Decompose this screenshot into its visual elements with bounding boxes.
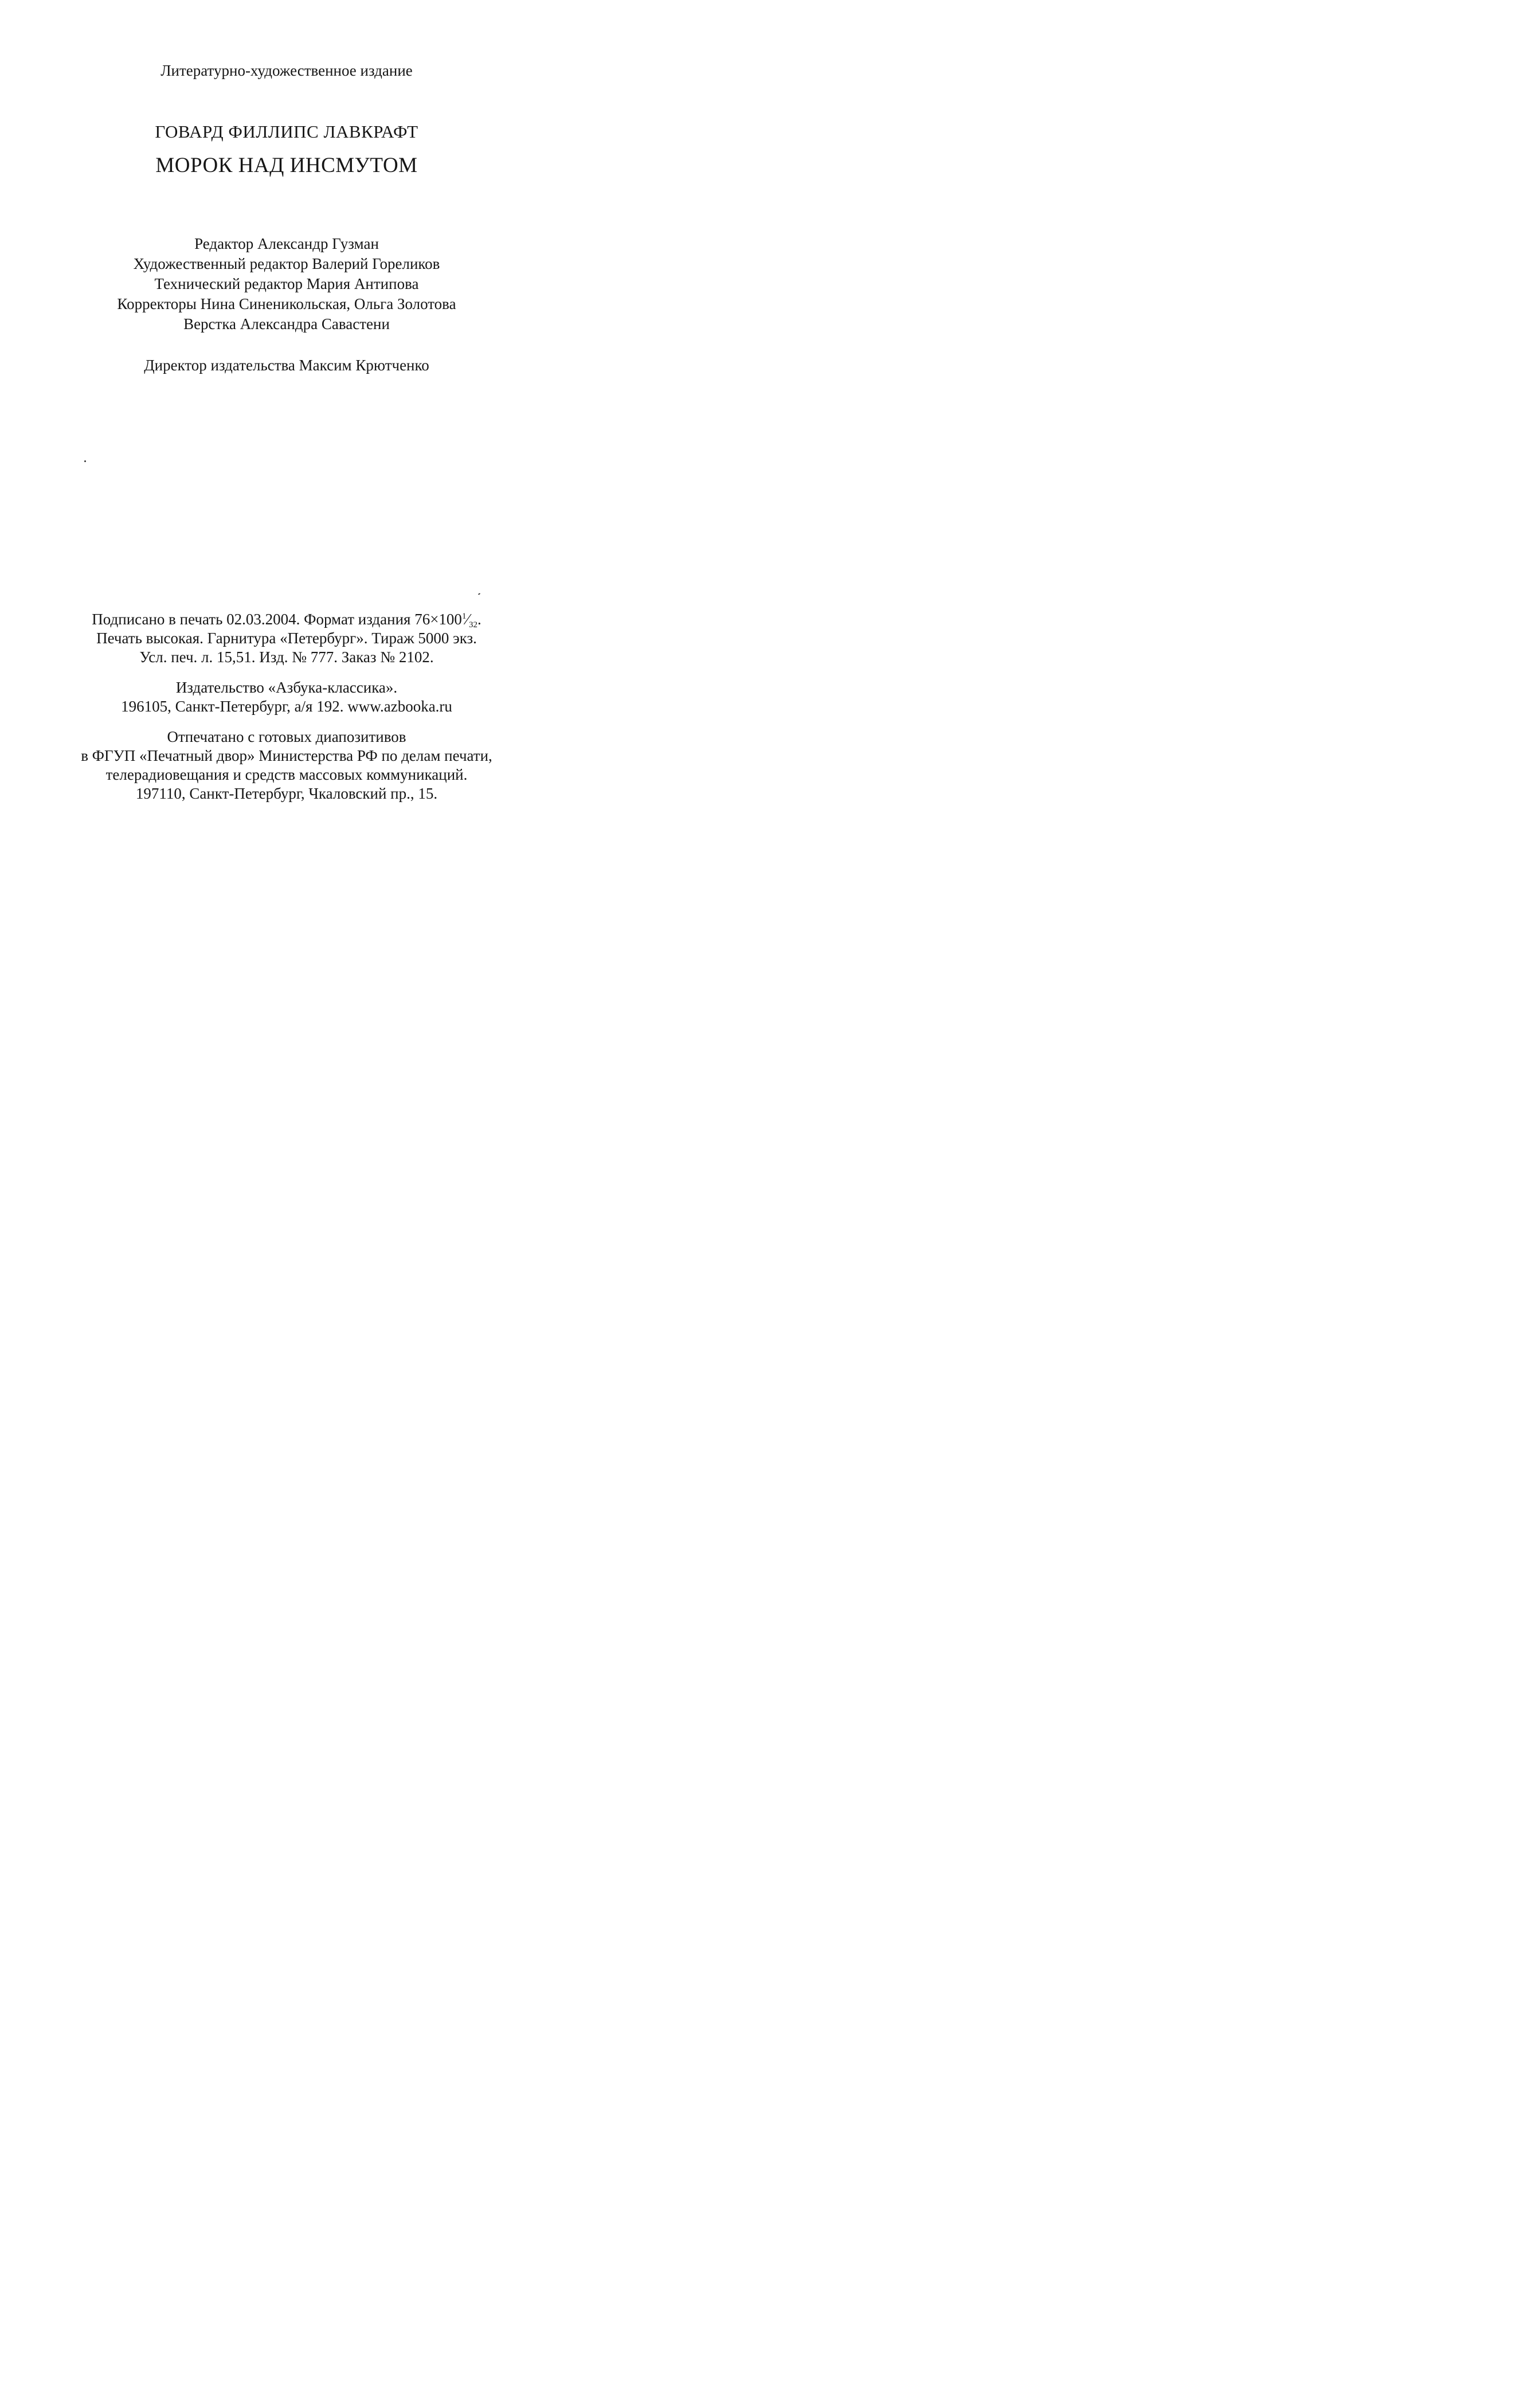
colophon-page	[0, 0, 573, 902]
format-fraction-slash: ⁄	[466, 611, 469, 628]
edition-type: Литературно-художественное издание	[160, 62, 413, 79]
scan-speck	[84, 460, 86, 462]
author-name: ГОВАРД ФИЛЛИПС ЛАВКРАФТ	[155, 122, 418, 142]
scan-speck	[478, 593, 480, 595]
credit-proofreaders: Корректоры Нина Синеникольская, Ольга Золотова	[117, 295, 456, 312]
imprint-signed-end: .	[477, 611, 481, 628]
credit-art-editor: Художественный редактор Валерий Гореликов	[133, 255, 440, 272]
imprint-order-details: Усл. печ. л. 15,51. Изд. № 777. Заказ № 2102.	[139, 648, 434, 666]
imprint-signed-format	[0, 612, 573, 630]
credit-editor: Редактор Александр Гузман	[194, 235, 379, 252]
publisher-address: 196105, Санкт-Петербург, а/я 192. www.azbooka.ru	[121, 698, 452, 715]
imprint-print-details: Печать высокая. Гарнитура «Петербург». Тираж 5000 экз.	[96, 630, 477, 647]
printer-line-3: телерадиовещания и средств массовых коммуникаций.	[105, 766, 468, 783]
publisher-name: Издательство «Азбука-классика».	[175, 679, 398, 696]
credit-layout: Верстка Александра Савастени	[183, 315, 390, 333]
book-title: МОРОК НАД ИНСМУТОМ	[155, 154, 418, 177]
printer-line-1: Отпечатано с готовых диапозитивов	[167, 728, 406, 745]
credit-director: Директор издательства Максим Крютченко	[144, 357, 429, 374]
format-fraction-denominator: 32	[468, 620, 477, 630]
printer-line-2: в ФГУП «Печатный двор» Министерства РФ по делам печати,	[81, 747, 492, 764]
credit-technical-editor: Технический редактор Мария Антипова	[154, 275, 419, 292]
format-fraction-numerator: 1	[461, 612, 467, 621]
imprint-signed-text: Подписано в печать 02.03.2004. Формат издания 76×100	[92, 611, 462, 628]
printer-address: 197110, Санкт-Петербург, Чкаловский пр., 15.	[135, 785, 438, 802]
